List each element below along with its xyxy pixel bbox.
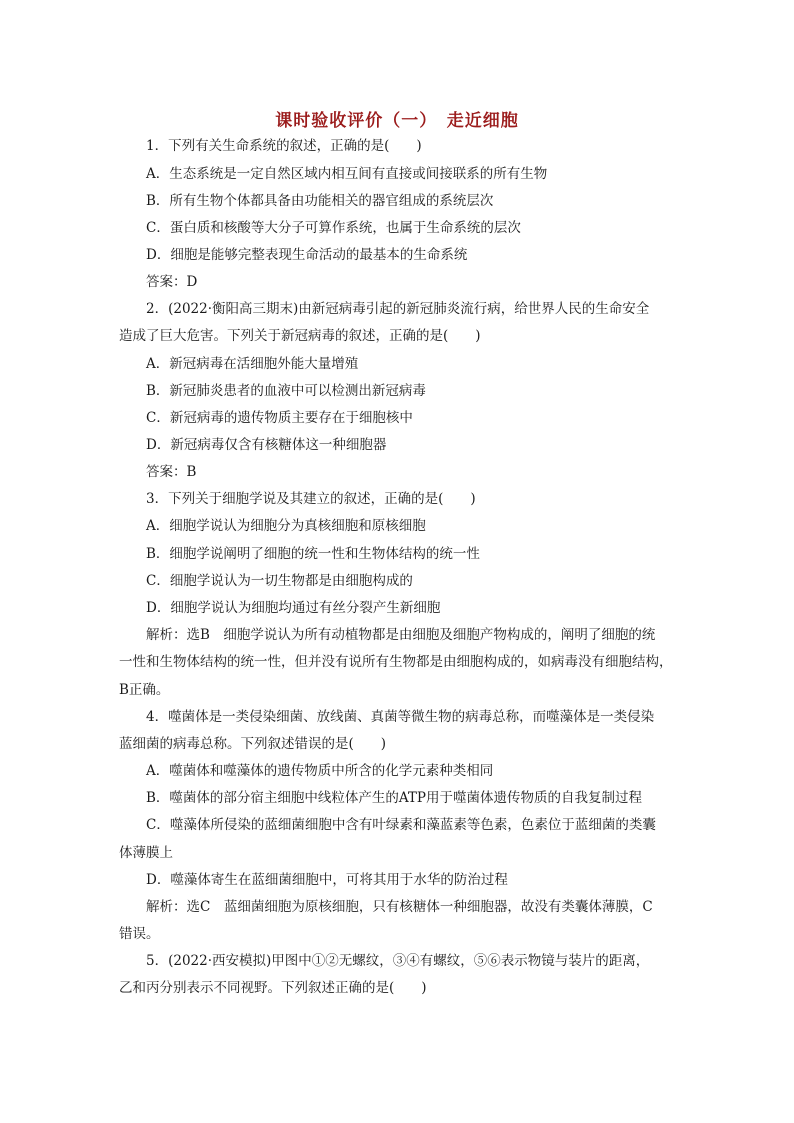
question-4-option-c-line-2: 体薄膜上 (119, 845, 173, 861)
question-3-stem: 3．下列关于细胞学说及其建立的叙述，正确的是( ) (146, 491, 476, 507)
question-1-answer: 答案：D (146, 274, 198, 290)
question-1-option-d: D．细胞是能够完整表现生命活动的最基本的生命系统 (146, 247, 468, 263)
question-2-option-a: A．新冠病毒在活细胞外能大量增殖 (146, 356, 359, 372)
question-4-stem-line-2: 蓝细菌的病毒总称。下列叙述错误的是( ) (119, 736, 387, 752)
question-1-option-c: C．蛋白质和核酸等大分子可算作系统，也属于生命系统的层次 (146, 220, 521, 236)
question-4-option-d: D．噬藻体寄生在蓝细菌细胞中，可将其用于水华的防治过程 (146, 872, 508, 888)
question-2-option-b: B．新冠肺炎患者的血液中可以检测出新冠病毒 (146, 383, 426, 399)
question-2-answer: 答案：B (146, 464, 197, 480)
question-4-option-a: A．噬菌体和噬藻体的遗传物质中所含的化学元素种类相同 (146, 763, 494, 779)
question-4-option-b: B．噬菌体的部分宿主细胞中线粒体产生的ATP用于噬菌体遗传物质的自我复制过程 (146, 790, 643, 806)
question-1-option-b: B．所有生物个体都具备由功能相关的器官组成的系统层次 (146, 193, 494, 209)
question-4-option-c-line-1: C．噬藻体所侵染的蓝细菌细胞中含有叶绿素和藻蓝素等色素，色素位于蓝细菌的类囊 (146, 817, 656, 833)
question-1-stem: 1．下列有关生命系统的叙述，正确的是( ) (146, 138, 422, 154)
question-2-stem-line-1: 2．(2022·衡阳高三期末)由新冠病毒引起的新冠肺炎流行病，给世界人民的生命安全 (146, 301, 650, 317)
question-4-analysis-line-1: 解析：选C 蓝细菌细胞为原核细胞，只有核糖体一种细胞器，故没有类囊体薄膜，C (146, 899, 653, 915)
question-5-stem-line-1: 5．(2022·西安模拟)甲图中①②无螺纹，③④有螺纹，⑤⑥表示物镜与装片的距离， (146, 953, 650, 969)
question-3-option-b: B．细胞学说阐明了细胞的统一性和生物体结构的统一性 (146, 546, 480, 562)
question-1-option-a: A．生态系统是一定自然区域内相互间有直接或间接联系的所有生物 (146, 166, 548, 182)
question-2-stem-line-2: 造成了巨大危害。下列关于新冠病毒的叙述，正确的是( ) (119, 328, 481, 344)
question-3-analysis-line-1: 解析：选B 细胞学说认为所有动植物都是由细胞及细胞产物构成的，阐明了细胞的统 (146, 627, 656, 643)
page-title: 课时验收评价（一） 走近细胞 (275, 111, 519, 131)
question-3-analysis-line-3: B正确。 (119, 682, 170, 698)
question-4-stem-line-1: 4．噬菌体是一类侵染细菌、放线菌、真菌等微生物的病毒总称，而噬藻体是一类侵染 (146, 709, 655, 725)
question-3-option-d: D．细胞学说认为细胞均通过有丝分裂产生新细胞 (146, 600, 441, 616)
question-4-analysis-line-2: 错误。 (119, 926, 160, 942)
question-3-analysis-line-2: 一性和生物体结构的统一性，但并没有说所有生物都是由细胞构成的，如病毒没有细胞结构， (119, 654, 673, 670)
question-2-option-c: C．新冠病毒的遗传物质主要存在于细胞核中 (146, 410, 413, 426)
question-5-stem-line-2: 乙和丙分别表示不同视野。下列叙述正确的是( ) (119, 980, 427, 996)
question-3-option-c: C．细胞学说认为一切生物都是由细胞构成的 (146, 573, 413, 589)
question-3-option-a: A．细胞学说认为细胞分为真核细胞和原核细胞 (146, 518, 426, 534)
question-2-option-d: D．新冠病毒仅含有核糖体这一种细胞器 (146, 437, 387, 453)
